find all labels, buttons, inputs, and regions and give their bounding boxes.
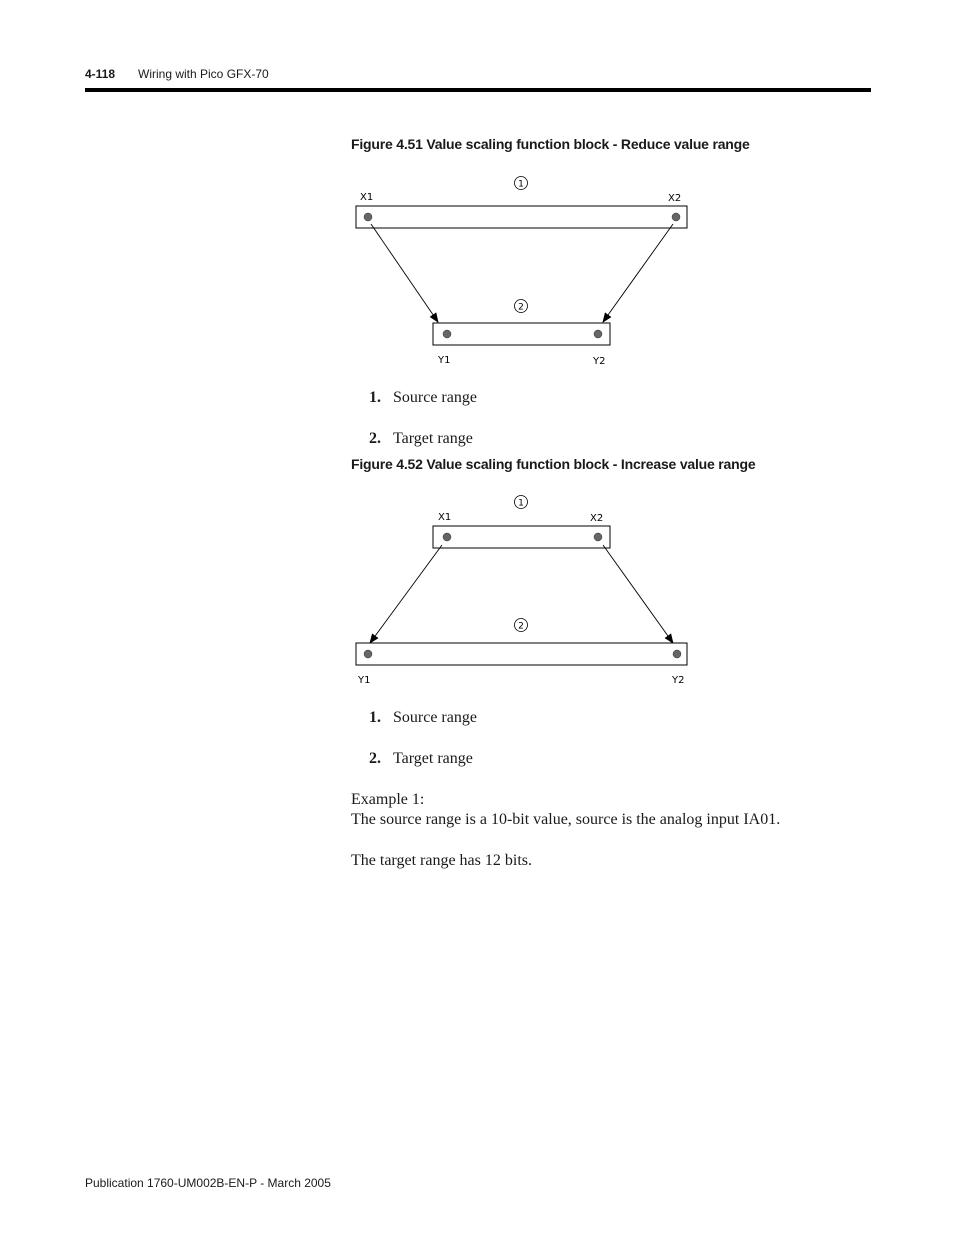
page-number: 4-118 — [85, 67, 116, 81]
source-range-bar — [433, 526, 610, 548]
source-point-x1 — [364, 213, 372, 221]
mapping-arrow-x1-y1 — [371, 224, 438, 322]
mapping-arrow-x1-y1 — [370, 545, 442, 643]
label-x2: X2 — [590, 513, 604, 524]
section-title: Wiring with Pico GFX-70 — [138, 67, 269, 81]
legend-text: Source range — [393, 709, 477, 726]
target-point-y1 — [443, 330, 451, 338]
example-line-2: The target range has 12 bits. — [351, 852, 532, 869]
legend-number: 2. — [369, 430, 381, 447]
example-block — [351, 790, 780, 871]
legend-item — [369, 750, 477, 791]
target-range-bar — [433, 323, 610, 345]
source-point-x2 — [672, 213, 680, 221]
marker-2-label: 2 — [518, 302, 524, 313]
example-heading: Example 1: — [351, 791, 425, 808]
target-point-y2 — [673, 650, 681, 658]
publication-footer: Publication 1760-UM002B-EN-P - March 2005 — [85, 1176, 331, 1190]
figure-4-51-diagram — [340, 170, 700, 370]
marker-1-label: 1 — [518, 498, 524, 509]
figure-4-52-caption: Figure 4.52 Value scaling function block - Increase value range — [351, 456, 756, 472]
example-line-1: The source range is a 10-bit value, source is the analog input IA01. — [351, 811, 781, 828]
legend-text: Target range — [393, 430, 473, 447]
source-point-x1 — [443, 533, 451, 541]
page-header — [85, 67, 269, 81]
legend-text: Source range — [393, 389, 477, 406]
label-y1: Y1 — [438, 355, 451, 366]
legend-item — [369, 709, 477, 750]
legend-item — [369, 389, 477, 430]
source-range-bar — [356, 206, 687, 228]
figure-4-52-diagram — [340, 490, 700, 690]
legend-number: 1. — [369, 709, 381, 726]
label-y1: Y1 — [358, 675, 371, 686]
target-point-y1 — [364, 650, 372, 658]
source-point-x2 — [594, 533, 602, 541]
legend-text: Target range — [393, 750, 473, 767]
label-x1: X1 — [360, 192, 374, 203]
label-y2: Y2 — [672, 675, 685, 686]
label-x2: X2 — [668, 193, 682, 204]
legend-number: 2. — [369, 750, 381, 767]
mapping-arrow-x2-y2 — [603, 545, 673, 643]
mapping-arrow-x2-y2 — [603, 224, 673, 322]
header-rule — [85, 88, 871, 92]
figure-4-51-caption: Figure 4.51 Value scaling function block - Reduce value range — [351, 136, 750, 152]
marker-1-label: 1 — [518, 179, 524, 190]
marker-2-label: 2 — [518, 621, 524, 632]
target-range-bar — [356, 643, 687, 665]
target-point-y2 — [594, 330, 602, 338]
figure-4-52-legend — [369, 709, 477, 791]
label-y2: Y2 — [593, 356, 606, 367]
legend-number: 1. — [369, 389, 381, 406]
label-x1: X1 — [438, 512, 452, 523]
